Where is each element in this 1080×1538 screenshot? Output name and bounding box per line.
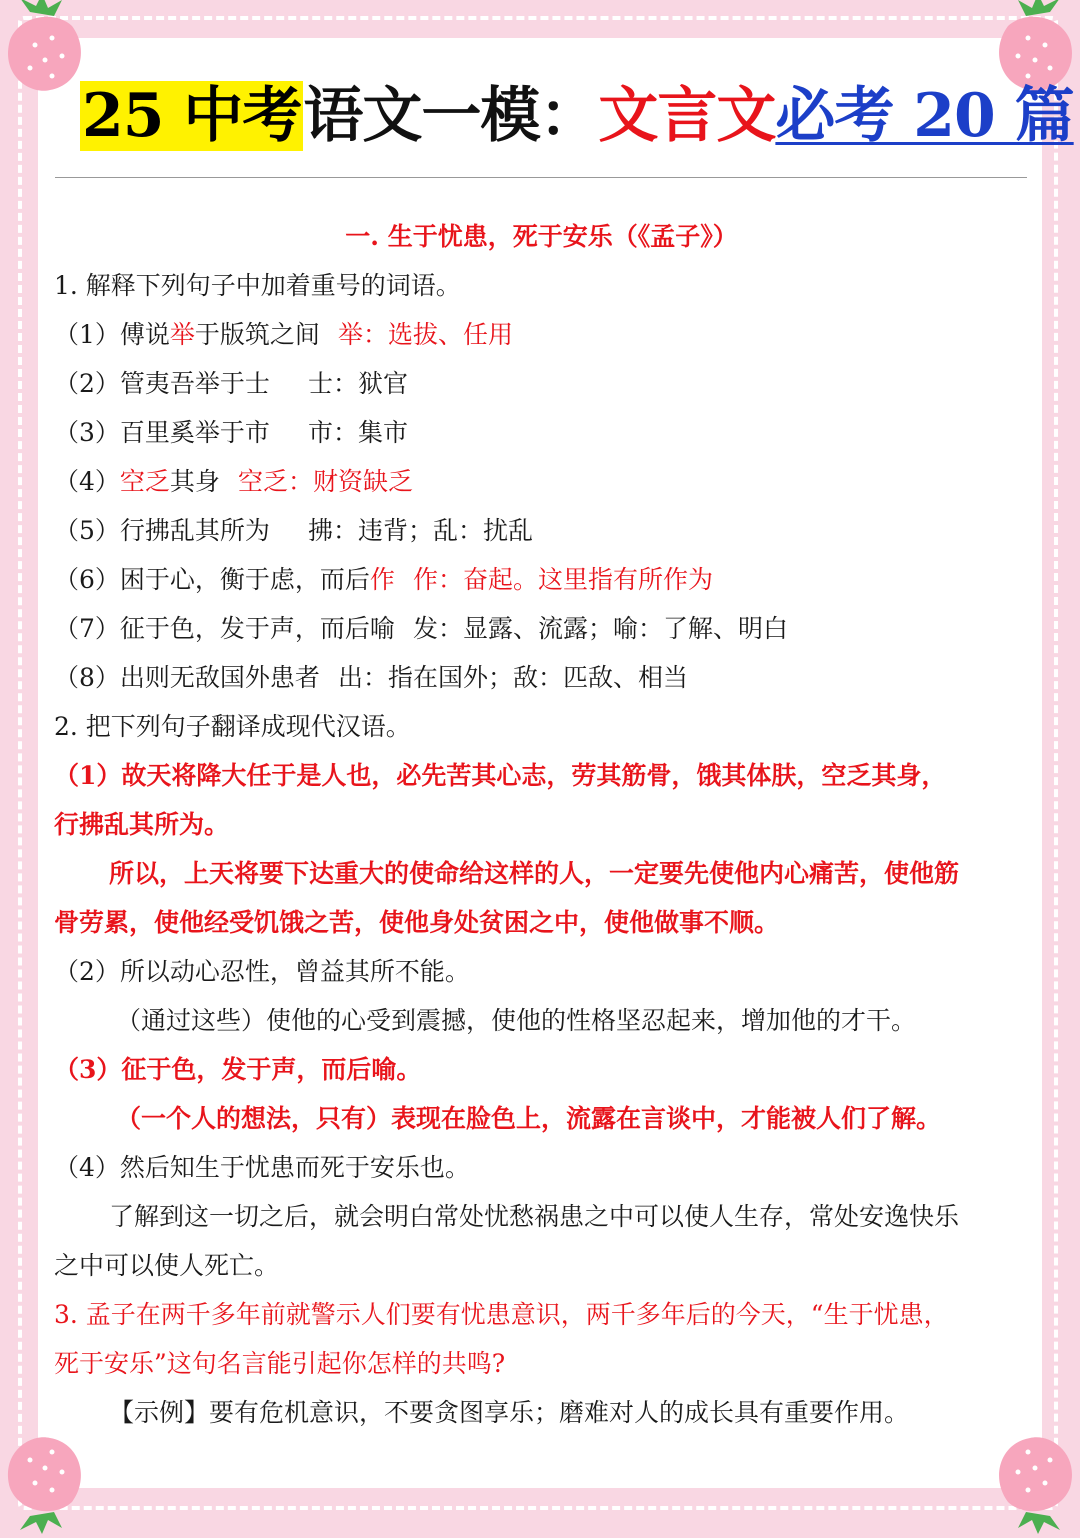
item-keyword: 举 [169, 320, 195, 349]
item-answer: 发：显露、流露；喻：了解、明白 [412, 614, 788, 643]
q2-sentence-1: （1）故天将降大任于是人也，必先苦其心志，劳其筋骨，饿其体肤，空乏其身， [54, 761, 947, 790]
q2-prompt: 2. 把下列句子翻译成现代汉语。 [54, 712, 411, 741]
item-answer: 拂：违背；乱：扰乱 [307, 516, 533, 545]
q2-sentence-3: （3）征于色，发于声，而后喻。 [54, 1055, 422, 1084]
page-title [80, 64, 1074, 168]
strawberry-icon [980, 1428, 1080, 1538]
q2-translation-1: 所以，上天将要下达重大的使命给这样的人，一定要先使他内心痛苦，使他筋 [109, 859, 960, 888]
item-keyword: 拂 [144, 516, 170, 545]
q1-item [54, 359, 1029, 408]
title-blue: 必考 20 篇 [775, 81, 1074, 151]
item-text: （8） [54, 663, 120, 692]
q3-prompt-cont: 死于安乐”这句名言能引起你怎样的共鸣? [54, 1349, 506, 1378]
article-body [54, 212, 1029, 1437]
item-keyword: 出 [119, 663, 145, 692]
q1-prompt: 1. 解释下列句子中加着重号的词语。 [54, 271, 461, 300]
title-highlight: 25 中考 [82, 81, 302, 151]
item-keyword: 空乏 [119, 467, 170, 496]
item-text: （6）困于心，衡于虑，而后 [54, 565, 370, 594]
item-text: 其身 [169, 467, 220, 496]
item-keyword: 士 [244, 369, 270, 398]
item-answer: 空乏：财资缺乏 [237, 467, 413, 496]
q2-translation-3: （一个人的想法，只有）表现在脸色上，流露在言谈中，才能被人们了解。 [116, 1104, 942, 1133]
q2-translation-1-cont: 骨劳累，使他经受饥饿之苦，使他身处贫困之中，使他做事不顺。 [54, 908, 780, 937]
title-divider [55, 177, 1027, 178]
item-answer: 士：狱官 [307, 369, 408, 398]
item-text: 乱其所为 [169, 516, 270, 545]
item-text: 则无敌国外患者 [144, 663, 320, 692]
item-text: 于版筑之间 [194, 320, 320, 349]
q2-sentence-4: （4）然后知生于忧患而死于安乐也。 [54, 1153, 470, 1182]
q2-translation-4-cont: 之中可以使人死亡。 [54, 1251, 280, 1280]
item-text: （3）百里奚举于 [54, 418, 245, 447]
q2-translation-4: 了解到这一切之后，就会明白常处忧愁祸患之中可以使人生存，常处安逸快乐 [109, 1202, 960, 1231]
item-keyword: 喻 [369, 614, 395, 643]
q1-item [54, 408, 1029, 457]
item-keyword: 作 [369, 565, 395, 594]
q1-item [54, 506, 1029, 555]
q1-item [54, 310, 1029, 359]
item-keyword: 市 [244, 418, 270, 447]
q2-translation-2: （通过这些）使他的心受到震撼，使他的性格坚忍起来，增加他的才干。 [116, 1006, 917, 1035]
section-heading: 一. 生于忧患，死于安乐（《孟子》） [345, 222, 738, 251]
q1-item [54, 653, 1029, 702]
item-answer: 出：指在国外；敌：匹敌、相当 [337, 663, 688, 692]
q1-item [54, 604, 1029, 653]
q1-item [54, 555, 1029, 604]
item-text: （2）管夷吾举于 [54, 369, 245, 398]
item-text: （5）行 [54, 516, 145, 545]
title-red: 文言文 [598, 81, 776, 151]
q3-prompt: 3. 孟子在两千多年前就警示人们要有忧患意识，两千多年后的今天，“生于忧患， [54, 1300, 949, 1329]
item-answer: 作：奋起。这里指有所作为 [412, 565, 713, 594]
item-answer: 市：集市 [307, 418, 408, 447]
item-answer: 举：选拔、任用 [337, 320, 513, 349]
strawberry-icon [0, 1428, 100, 1538]
q2-sentence-2: （2）所以动心忍性，曾益其所不能。 [54, 957, 470, 986]
title-plain: 语文一模： [303, 81, 599, 151]
q2-sentence-1-cont: 行拂乱其所为。 [54, 810, 230, 839]
item-text: （1）傅说 [54, 320, 170, 349]
q3-example: 【示例】要有危机意识，不要贪图享乐；磨难对人的成长具有重要作用。 [109, 1398, 910, 1427]
q1-item [54, 457, 1029, 506]
item-text: （4） [54, 467, 120, 496]
item-text: （7）征于色，发于声，而后 [54, 614, 370, 643]
